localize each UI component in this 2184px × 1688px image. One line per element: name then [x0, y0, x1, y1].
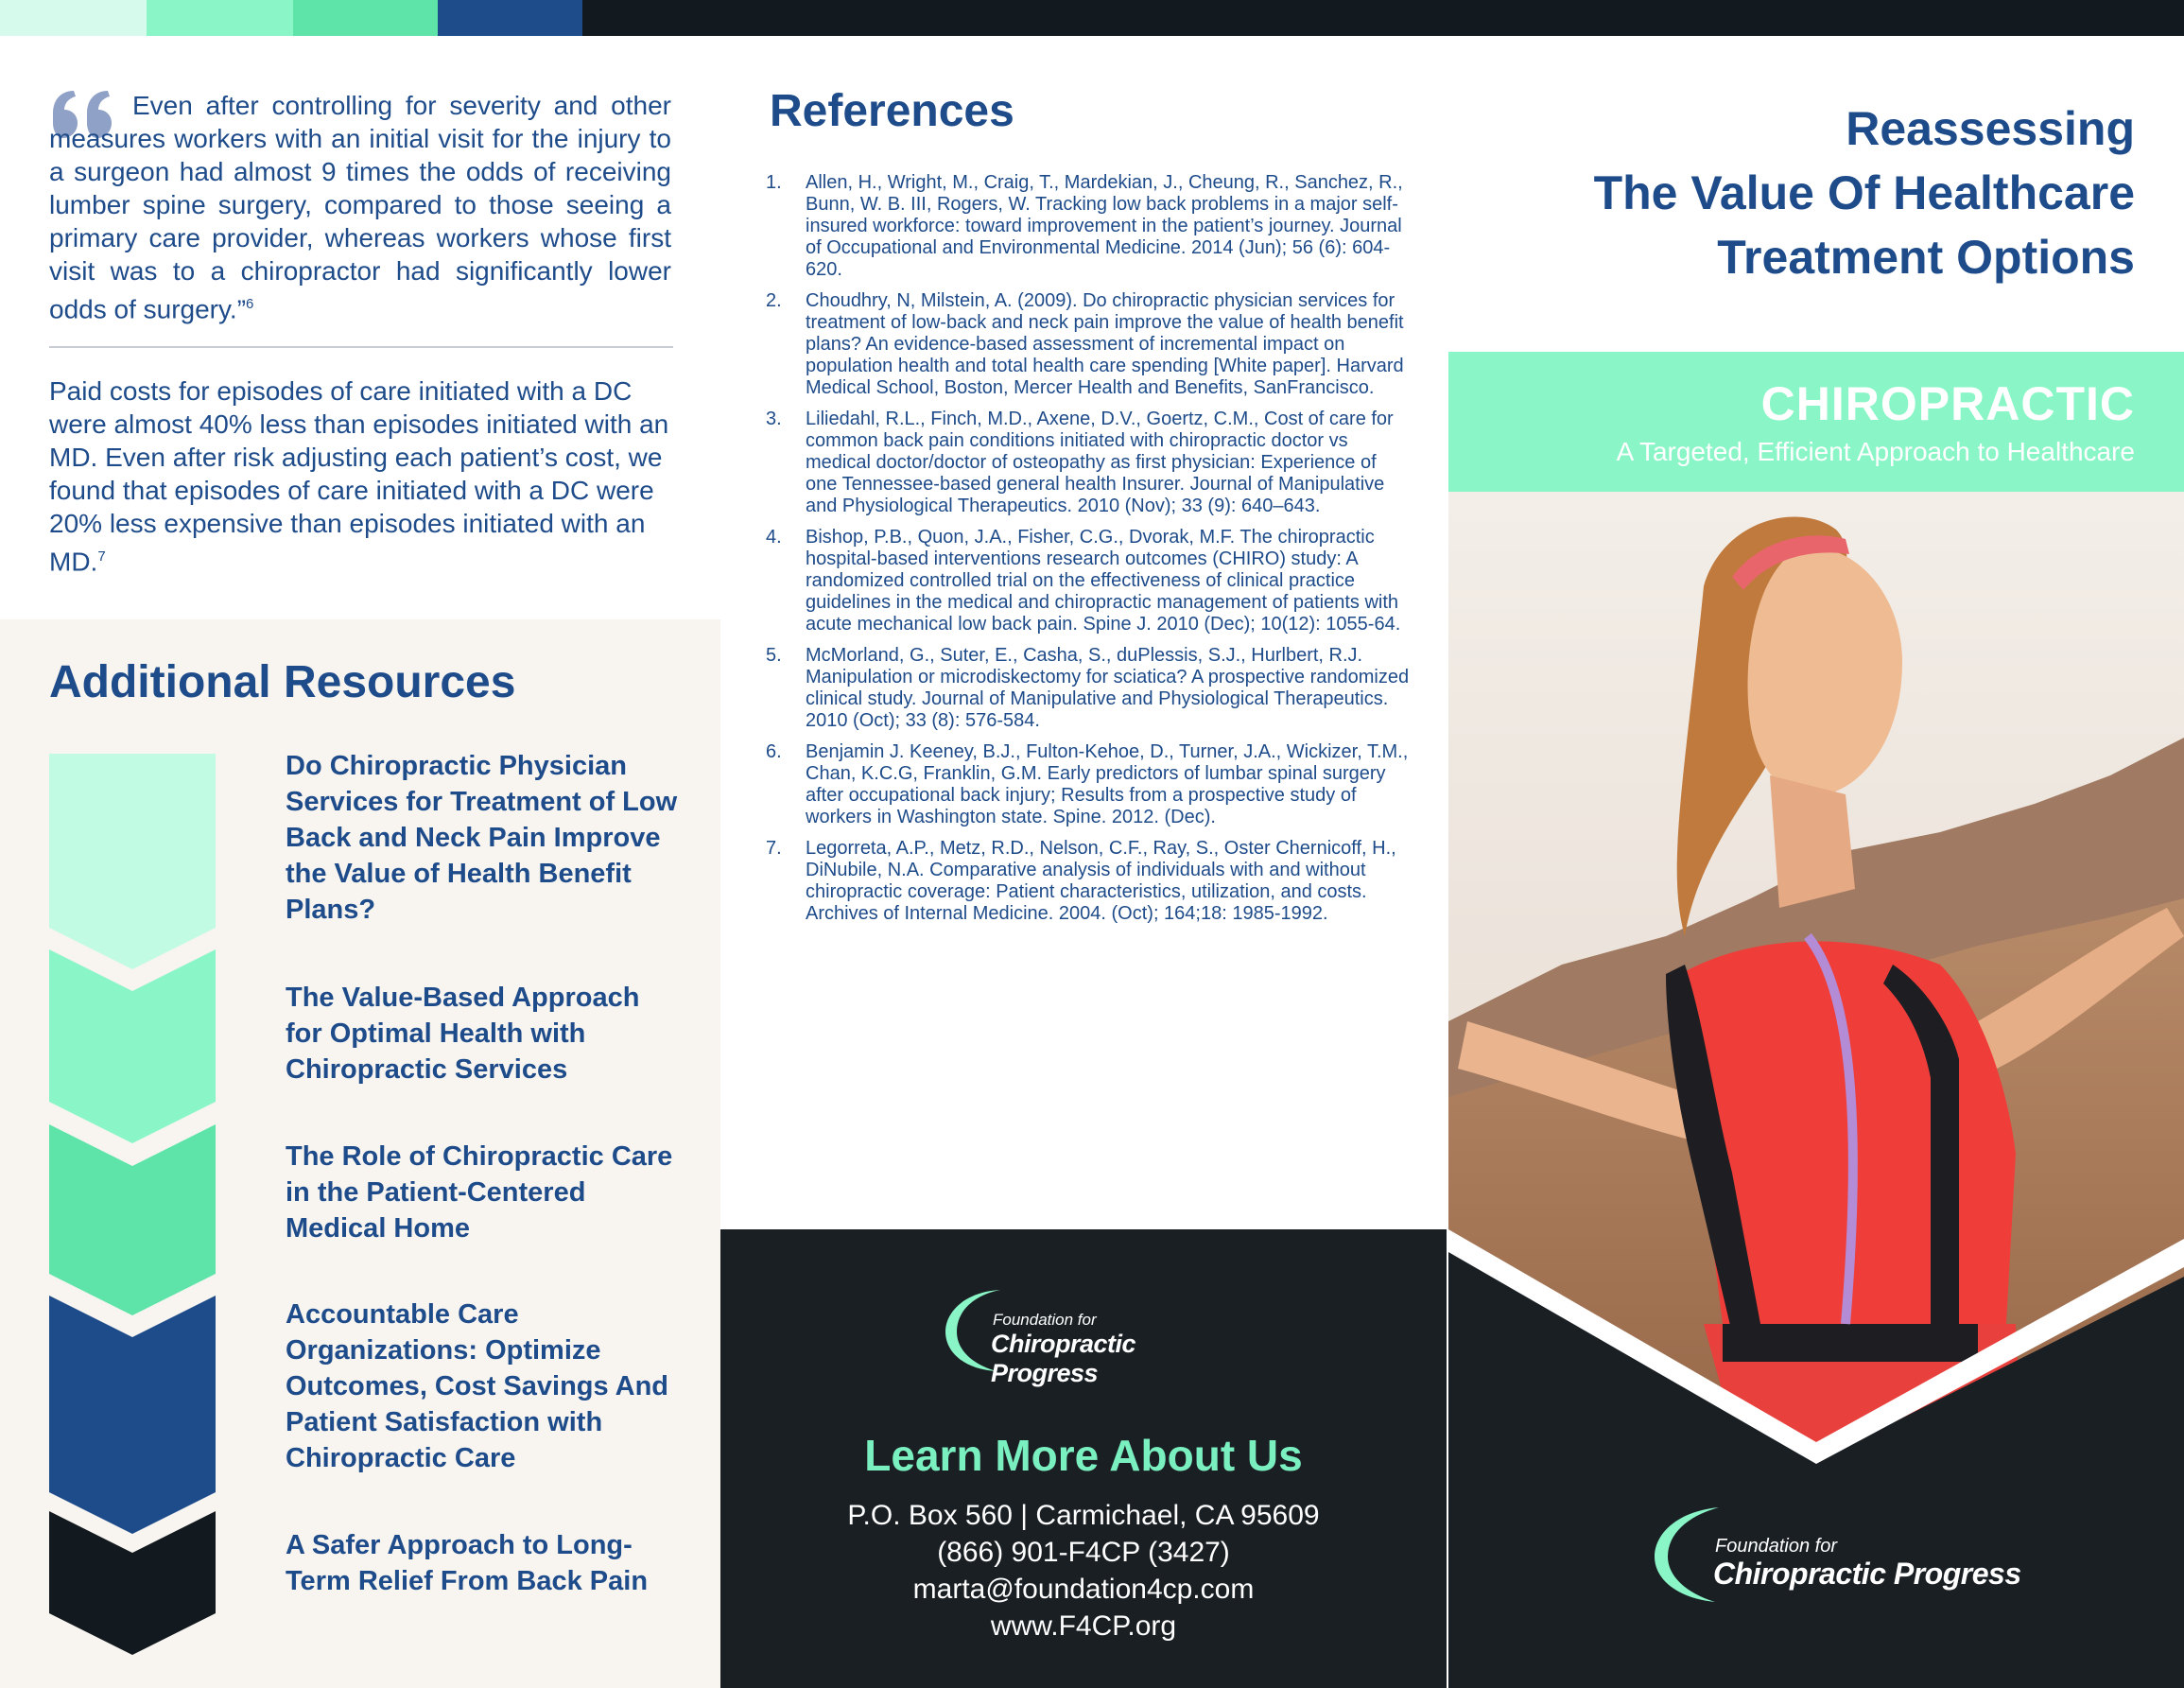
chevron-icon: [49, 1511, 216, 1655]
logo-line-2: Chiropractic Progress: [1713, 1557, 2021, 1591]
reference-item: 2. Choudhry, N, Milstein, A. (2009). Do chiropractic physician services for treatment of low-back and neck pain improve the value of health benefit plans? An evidence-based assessment of incremental impact on population health and total health care spending [White paper]. Harvard Medical School, Boston, Mercer Health and Benefits, SanFrancisco.: [766, 290, 1404, 398]
reference-item: 1. Allen, H., Wright, M., Craig, T., Mardekian, J., Cheung, R., Sanchez, R., Bunn, W. B. III, Rogers, W. Tracking low back problems in a major self-insured workforce: toward improvement in the patient’s journey. Journal of Occupational and Environmental Medicine. 2014 (Jun); 56 (6): 604-620.: [766, 172, 1403, 280]
reference-item: 6. Benjamin J. Keeney, B.J., Fulton-Kehoe, D., Turner, J.A., Wickizer, T.M., Chan, K.C.G, Franklin, G.M. Early predictors of lumbar spinal surgery after occupational back injury; Results from a prospective study of workers in Washington state. Spine. 2012. (Dec).: [766, 741, 1409, 827]
cover-title: [1447, 96, 2135, 289]
resource-link[interactable]: The Role of Chiropractic Care in the Patient-Centered Medical Home: [286, 1141, 673, 1244]
chevron-icon: [49, 1296, 216, 1534]
logo-line-1: Foundation for: [993, 1311, 1097, 1329]
chiropractic-subtitle: A Targeted, Efficient Approach to Healthcare: [1616, 437, 2135, 466]
resource-link[interactable]: A Safer Approach to Long-Term Relief From Back Pain: [286, 1530, 649, 1596]
reference-item: 3. Liliedahl, R.L., Finch, M.D., Axene, D.V., Goertz, C.M., Cost of care for common back pain conditions initiated with chiropractic doctor vs medical doctor/doctor of osteopathy as first physician: Experience of one Tennessee-based general health Insurer. Journal of Manipulative and Physiological Therapeutics. 2010 (Nov); 33 (9): 640–643.: [766, 409, 1394, 516]
contact-website[interactable]: www.F4CP.org: [990, 1610, 1177, 1642]
learn-more-heading: Learn More About Us: [864, 1431, 1303, 1480]
strip-segment-green: [293, 0, 438, 36]
cover-title-line: The Value Of Healthcare: [1593, 166, 2135, 219]
strip-segment-pale: [0, 0, 147, 36]
foundation-logo: [942, 1284, 1235, 1387]
logo-line-2: Chiropractic Progress: [991, 1330, 1136, 1387]
contact-address: P.O. Box 560 | Carmichael, CA 95609: [847, 1500, 1320, 1531]
chevron-icon: [49, 754, 216, 969]
reference-item: 7. Legorreta, A.P., Metz, R.D., Nelson, C.F., Ray, S., Oster Chernicoff, H., DiNubile, N.A. Comparative analysis of individuals with and without chiropractic coverage: Patient characteristics, utilization, and costs. Archives of Internal Medicine. 2004. (Oct); 164;18: 1985-1992.: [766, 838, 1396, 924]
resource-link[interactable]: Accountable Care Organizations: Optimize Outcomes, Cost Savings And Patient Satisfaction with Chiropractic Care: [286, 1299, 668, 1473]
cover-title-line: Treatment Options: [1717, 231, 2135, 284]
references-list: [766, 172, 1411, 934]
reference-item: 4. Bishop, P.B., Quon, J.A., Fisher, C.G., Dvorak, M.F. The chiropractic hospital-based interventions research outcomes (CHIRO) study: A randomized controlled trial on the effectiveness of clinical practice guidelines in the medical and chiropractic management of patients with acute mechanical low back pain. Spine J. 2010 (Dec); 10(12): 1055-64.: [766, 527, 1401, 635]
additional-resources-title: Additional Resources: [49, 657, 516, 707]
logo-line-1: Foundation for: [1715, 1536, 1837, 1557]
chevron-icon: [49, 949, 216, 1143]
foundation-logo-cover: [1651, 1502, 2029, 1606]
cover-title-line: Reassessing: [1846, 102, 2135, 155]
chiropractic-title: CHIROPRACTIC: [1760, 377, 2135, 430]
reference-item: 5. McMorland, G., Suter, E., Casha, S., duPlessis, S.J., Hurlbert, R.J. Manipulation or microdiskectomy for sciatica? A prospective randomized clinical study. Journal of Manipulative and Physiological Therapeutics. 2010 (Oct); 33 (8): 576-584.: [766, 645, 1410, 731]
quote-text: Even after controlling for severity and other measures workers with an initial visit for the injury to a surgeon had almost 9 times the odds of receiving lumber spine surgery, compared to those seeing a primary care provider, whereas workers whose first visit was to a chiropractor had significantly lower odds of surgery.”$^6$: [49, 91, 671, 324]
top-color-strip: [0, 0, 2184, 36]
strip-segment-mint: [147, 0, 293, 36]
resource-link[interactable]: The Value-Based Approach for Optimal Health with Chiropractic Services: [286, 983, 640, 1085]
contact-phone[interactable]: (866) 901-F4CP (3427): [937, 1537, 1230, 1568]
strip-segment-navy: [438, 0, 582, 36]
contact-email[interactable]: marta@foundation4cp.com: [912, 1574, 1255, 1605]
references-title: References: [770, 86, 1014, 136]
divider: [49, 346, 673, 348]
cost-paragraph: Paid costs for episodes of care initiated with a DC were almost 40% less than episodes initiated with an MD. Even after risk adjusting each patient’s cost, we found that episodes of care initiated with a DC were 20% less expensive than episodes initiated with an MD.$^7$: [49, 376, 669, 577]
quote-footnote-ref: 6: [246, 296, 254, 312]
cost-footnote-ref: 7: [97, 548, 106, 565]
chevron-icon: [49, 1124, 216, 1315]
resource-link[interactable]: Do Chiropractic Physician Services for Treatment of Low Back and Neck Pain Improve the Value of Health Benefit Plans?: [286, 751, 678, 925]
